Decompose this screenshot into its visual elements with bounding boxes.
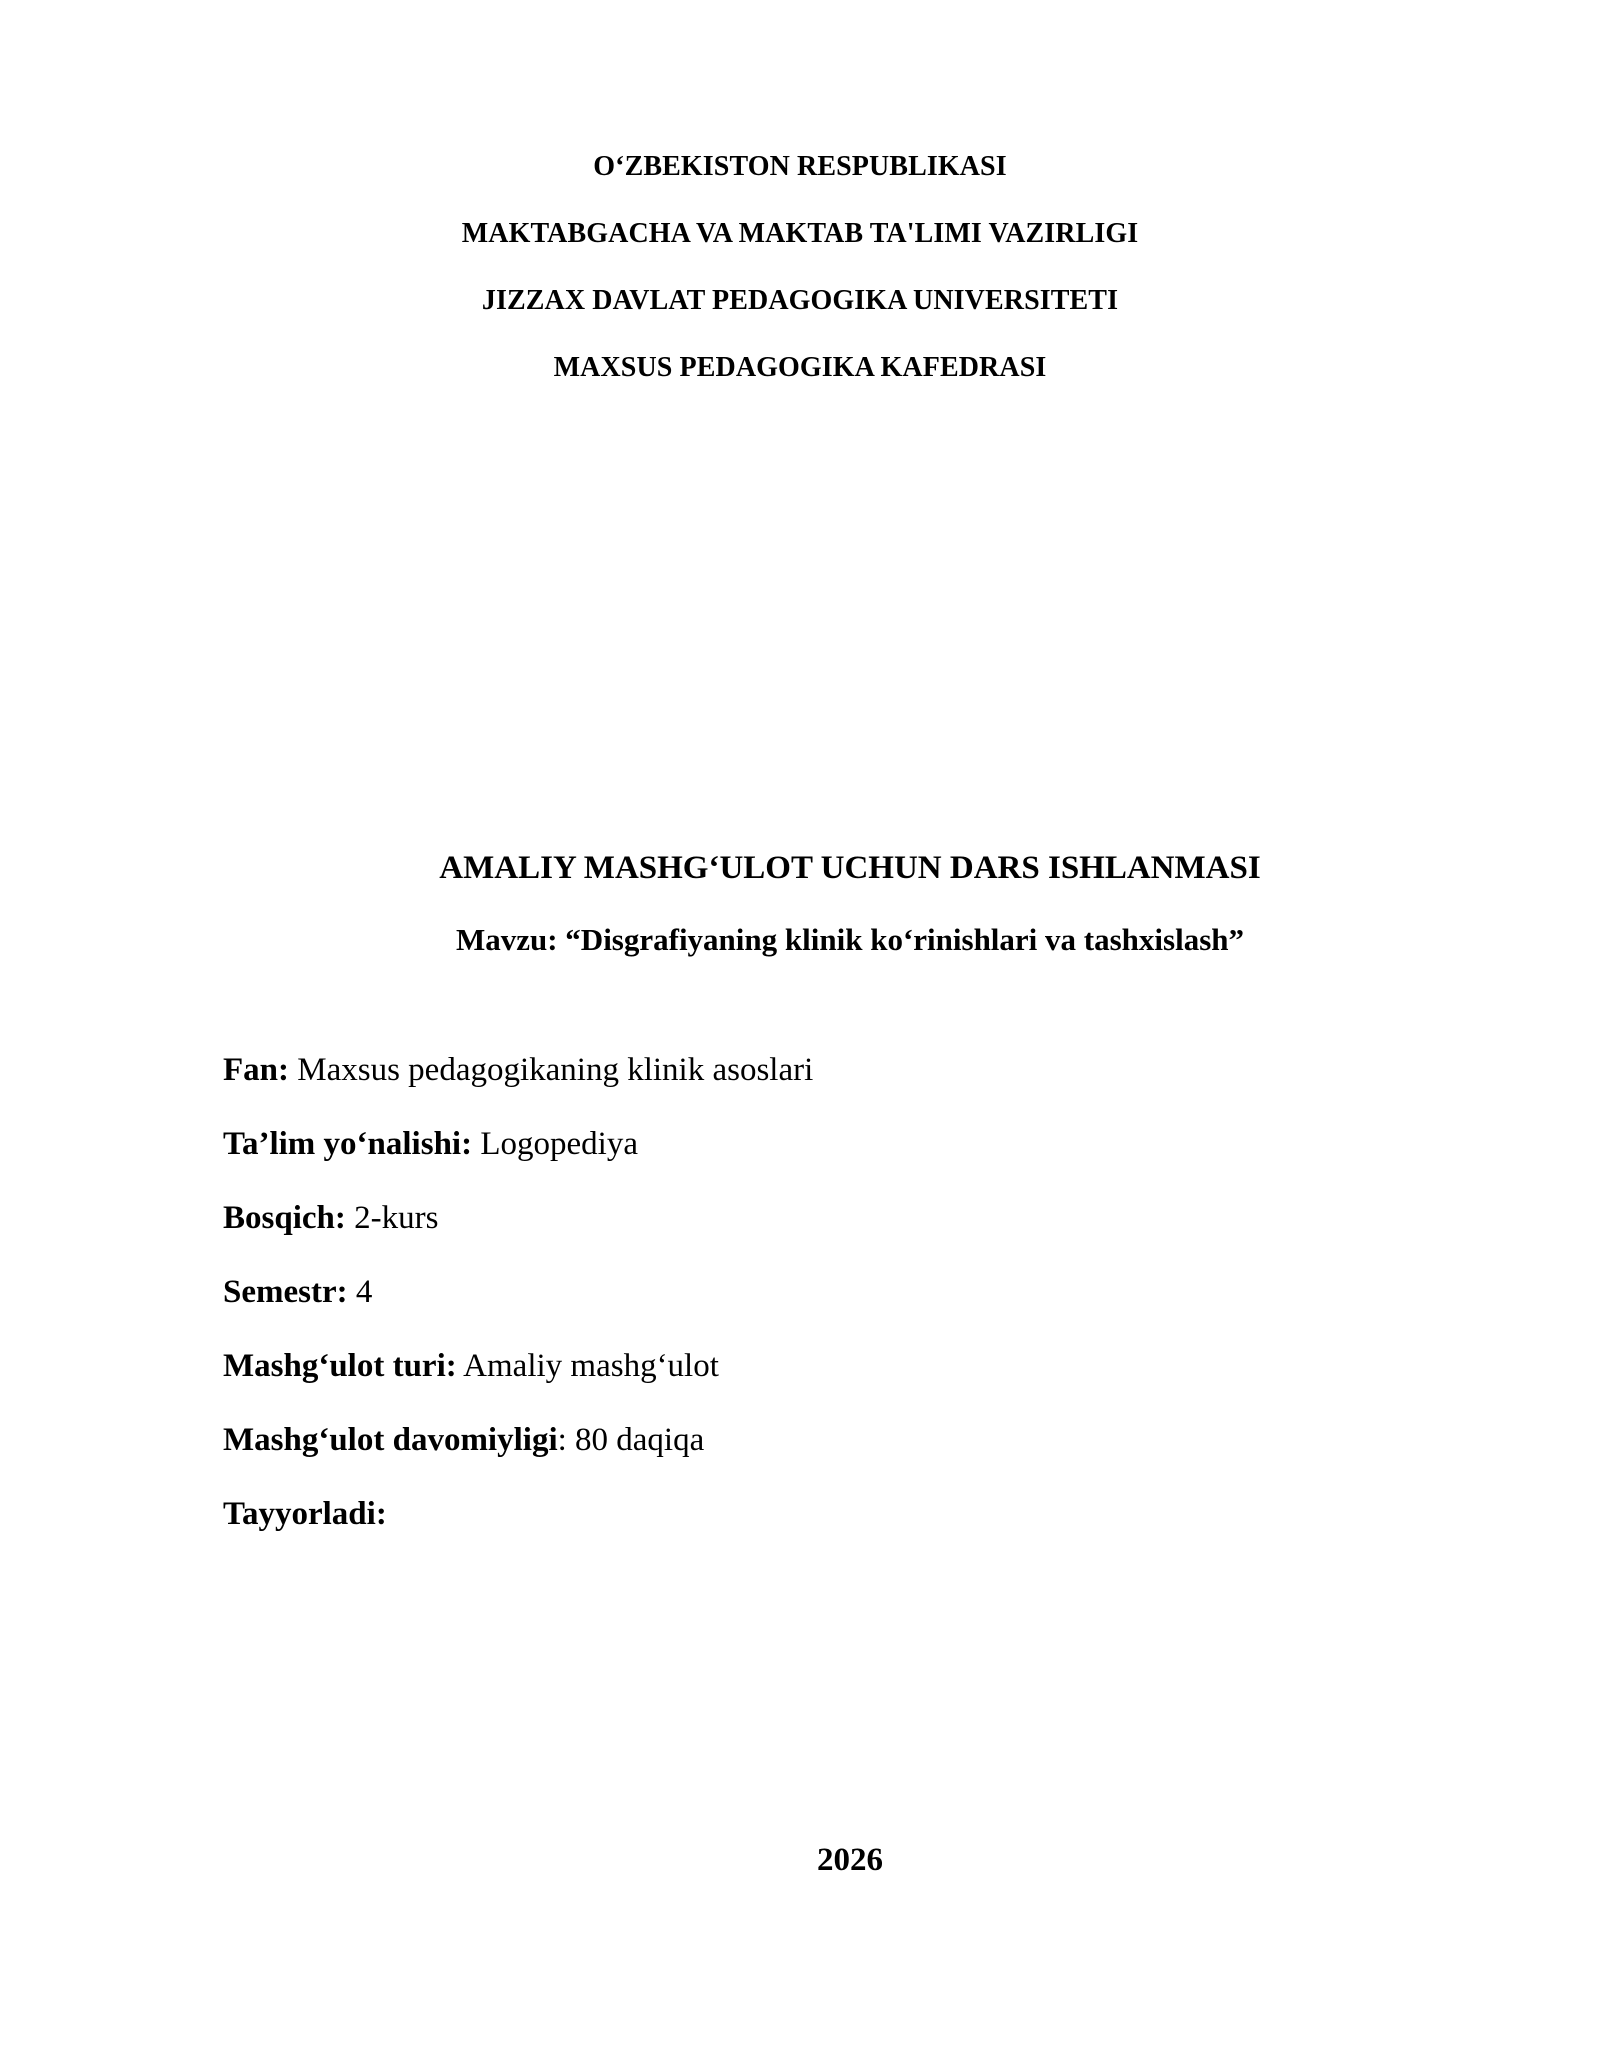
header-university: JIZZAX DAVLAT PEDAGOGIKA UNIVERSITETI <box>481 285 1119 316</box>
info-line-type <box>223 1346 719 1386</box>
info-label: Bosqich: <box>223 1200 346 1236</box>
info-line-direction <box>223 1124 638 1164</box>
info-value: Maxsus pedagogikaning klinik asoslari <box>289 1052 814 1088</box>
info-value: Logopediya <box>472 1126 638 1162</box>
document-year: 2026 <box>817 1842 883 1878</box>
info-line-stage <box>223 1198 438 1238</box>
info-value: 2-kurs <box>345 1200 439 1236</box>
info-value: Amaliy mashg‘ulot <box>456 1348 719 1384</box>
info-line-subject <box>223 1050 813 1090</box>
info-label: Fan: <box>223 1052 289 1088</box>
header-country: O‘ZBEKISTON RESPUBLIKASI <box>593 151 1007 182</box>
info-line-prepared-by <box>223 1494 387 1534</box>
info-label: Mashg‘ulot turi: <box>223 1348 457 1384</box>
info-label: Tayyorladi: <box>223 1496 387 1532</box>
header-ministry: MAKTABGACHA VA MAKTAB TA'LIMI VAZIRLIGI <box>461 218 1139 249</box>
document-subject: Mavzu: “Disgrafiyaning klinik ko‘rinishlari va tashxislash” <box>455 922 1245 957</box>
header-department: MAXSUS PEDAGOGIKA KAFEDRASI <box>553 352 1047 383</box>
info-label: Mashg‘ulot davomiyligi <box>223 1422 558 1458</box>
document-title: AMALIY MASHG‘ULOT UCHUN DARS ISHLANMASI <box>439 850 1261 886</box>
info-line-duration <box>223 1420 704 1460</box>
info-value: : 80 daqiqa <box>557 1422 705 1458</box>
info-label: Ta’lim yo‘nalishi: <box>223 1126 473 1162</box>
info-line-semester <box>223 1272 372 1312</box>
info-value: 4 <box>347 1274 373 1310</box>
info-label: Semestr: <box>223 1274 348 1310</box>
